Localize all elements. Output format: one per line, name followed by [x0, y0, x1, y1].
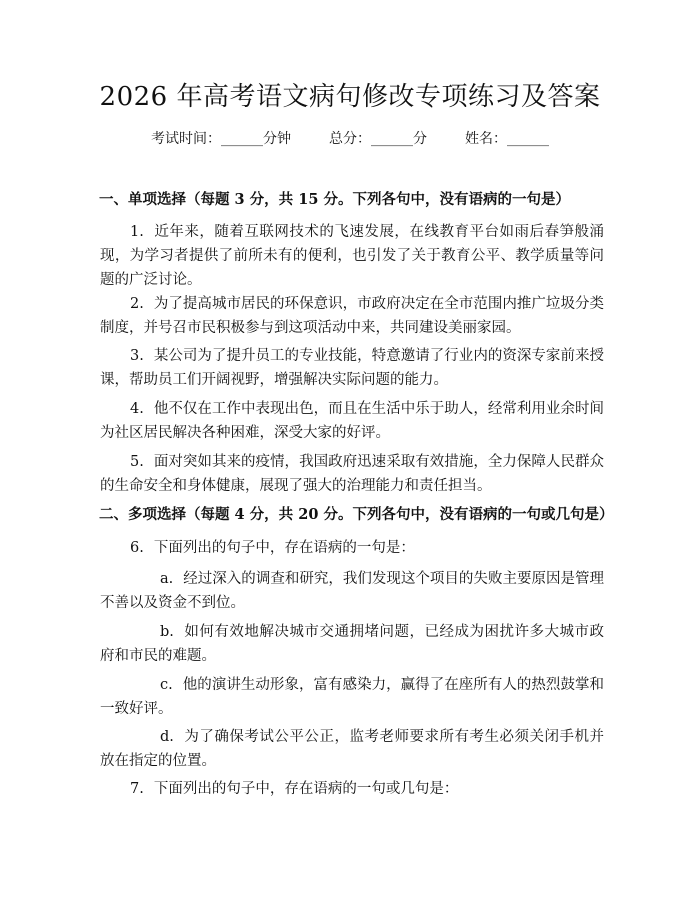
- option-text: 他的演讲生动形象，富有感染力，赢得了在座所有人的热烈鼓掌和一致好评。: [100, 677, 604, 717]
- question-number: 4.: [130, 401, 144, 417]
- question-text: 某公司为了提升员工的专业技能，特意邀请了行业内的资深专家前来授课，帮助员工们开阔视野，增强解决实际问题的能力。: [100, 348, 604, 388]
- question-text: 下面列出的句子中，存在语病的一句是：: [153, 540, 415, 556]
- question-7: [100, 777, 604, 801]
- option-text: 如何有效地解决城市交通拥堵问题，已经成为困扰许多大城市政府和市民的难题。: [100, 624, 604, 664]
- question-text: 他不仅在工作中表现出色，而且在生活中乐于助人，经常利用业余时间为社区居民解决各种困难，深受大家的好评。: [100, 401, 604, 441]
- question-1: [100, 220, 604, 292]
- option-label: c.: [160, 677, 173, 693]
- page-title: 2026 年高考语文病句修改专项练习及答案: [99, 82, 601, 112]
- option-label: b.: [160, 624, 174, 640]
- question-3: [100, 344, 604, 392]
- question-4: [100, 397, 604, 445]
- question-text: 为了提高城市居民的环保意识，市政府决定在全市范围内推广垃圾分类制度，并号召市民积极参与到这项活动中来，共同建设美丽家园。: [100, 296, 604, 336]
- question-2: [100, 292, 604, 340]
- question-6: [100, 536, 604, 560]
- question-number: 6.: [130, 540, 144, 556]
- question-text: 面对突如其来的疫情，我国政府迅速采取有效措施，全力保障人民群众的生命安全和身体健康，展现了强大的治理能力和责任担当。: [100, 454, 604, 494]
- option-b: [100, 620, 604, 668]
- exam-info-line: [0, 128, 700, 150]
- question-number: 1.: [130, 224, 144, 240]
- question-number: 5.: [130, 454, 144, 470]
- option-text: 为了确保考试公平公正，监考老师要求所有考生必须关闭手机并放在指定的位置。: [100, 729, 604, 769]
- option-label: d.: [160, 729, 174, 745]
- exam-time-field: 考试时间：______分钟: [151, 131, 291, 147]
- total-score-field: 总分：______分: [329, 131, 427, 147]
- option-text: 经过深入的调查和研究，我们发现这个项目的失败主要原因是管理不善以及资金不到位。: [100, 571, 604, 611]
- student-name-field: 姓名：______: [465, 131, 549, 147]
- option-d: [100, 725, 604, 773]
- question-number: 7.: [130, 781, 144, 797]
- section-2-heading: 二、多项选择（每题 4 分，共 20 分。下列各句中，没有语病的一句或几句是）: [99, 506, 614, 523]
- question-number: 2.: [130, 296, 144, 312]
- option-label: a.: [160, 571, 174, 587]
- option-a: [100, 567, 604, 615]
- question-number: 3.: [130, 348, 144, 364]
- section-1-heading: 一、单项选择（每题 3 分，共 15 分。下列各句中，没有语病的一句是）: [99, 191, 570, 208]
- question-text: 下面列出的句子中，存在语病的一句或几句是：: [153, 781, 459, 797]
- question-text: 近年来，随着互联网技术的飞速发展，在线教育平台如雨后春笋般涌现，为学习者提供了前所未有的便利，也引发了关于教育公平、教学质量等问题的广泛讨论。: [100, 224, 604, 288]
- option-c: [100, 673, 604, 721]
- question-5: [100, 450, 604, 498]
